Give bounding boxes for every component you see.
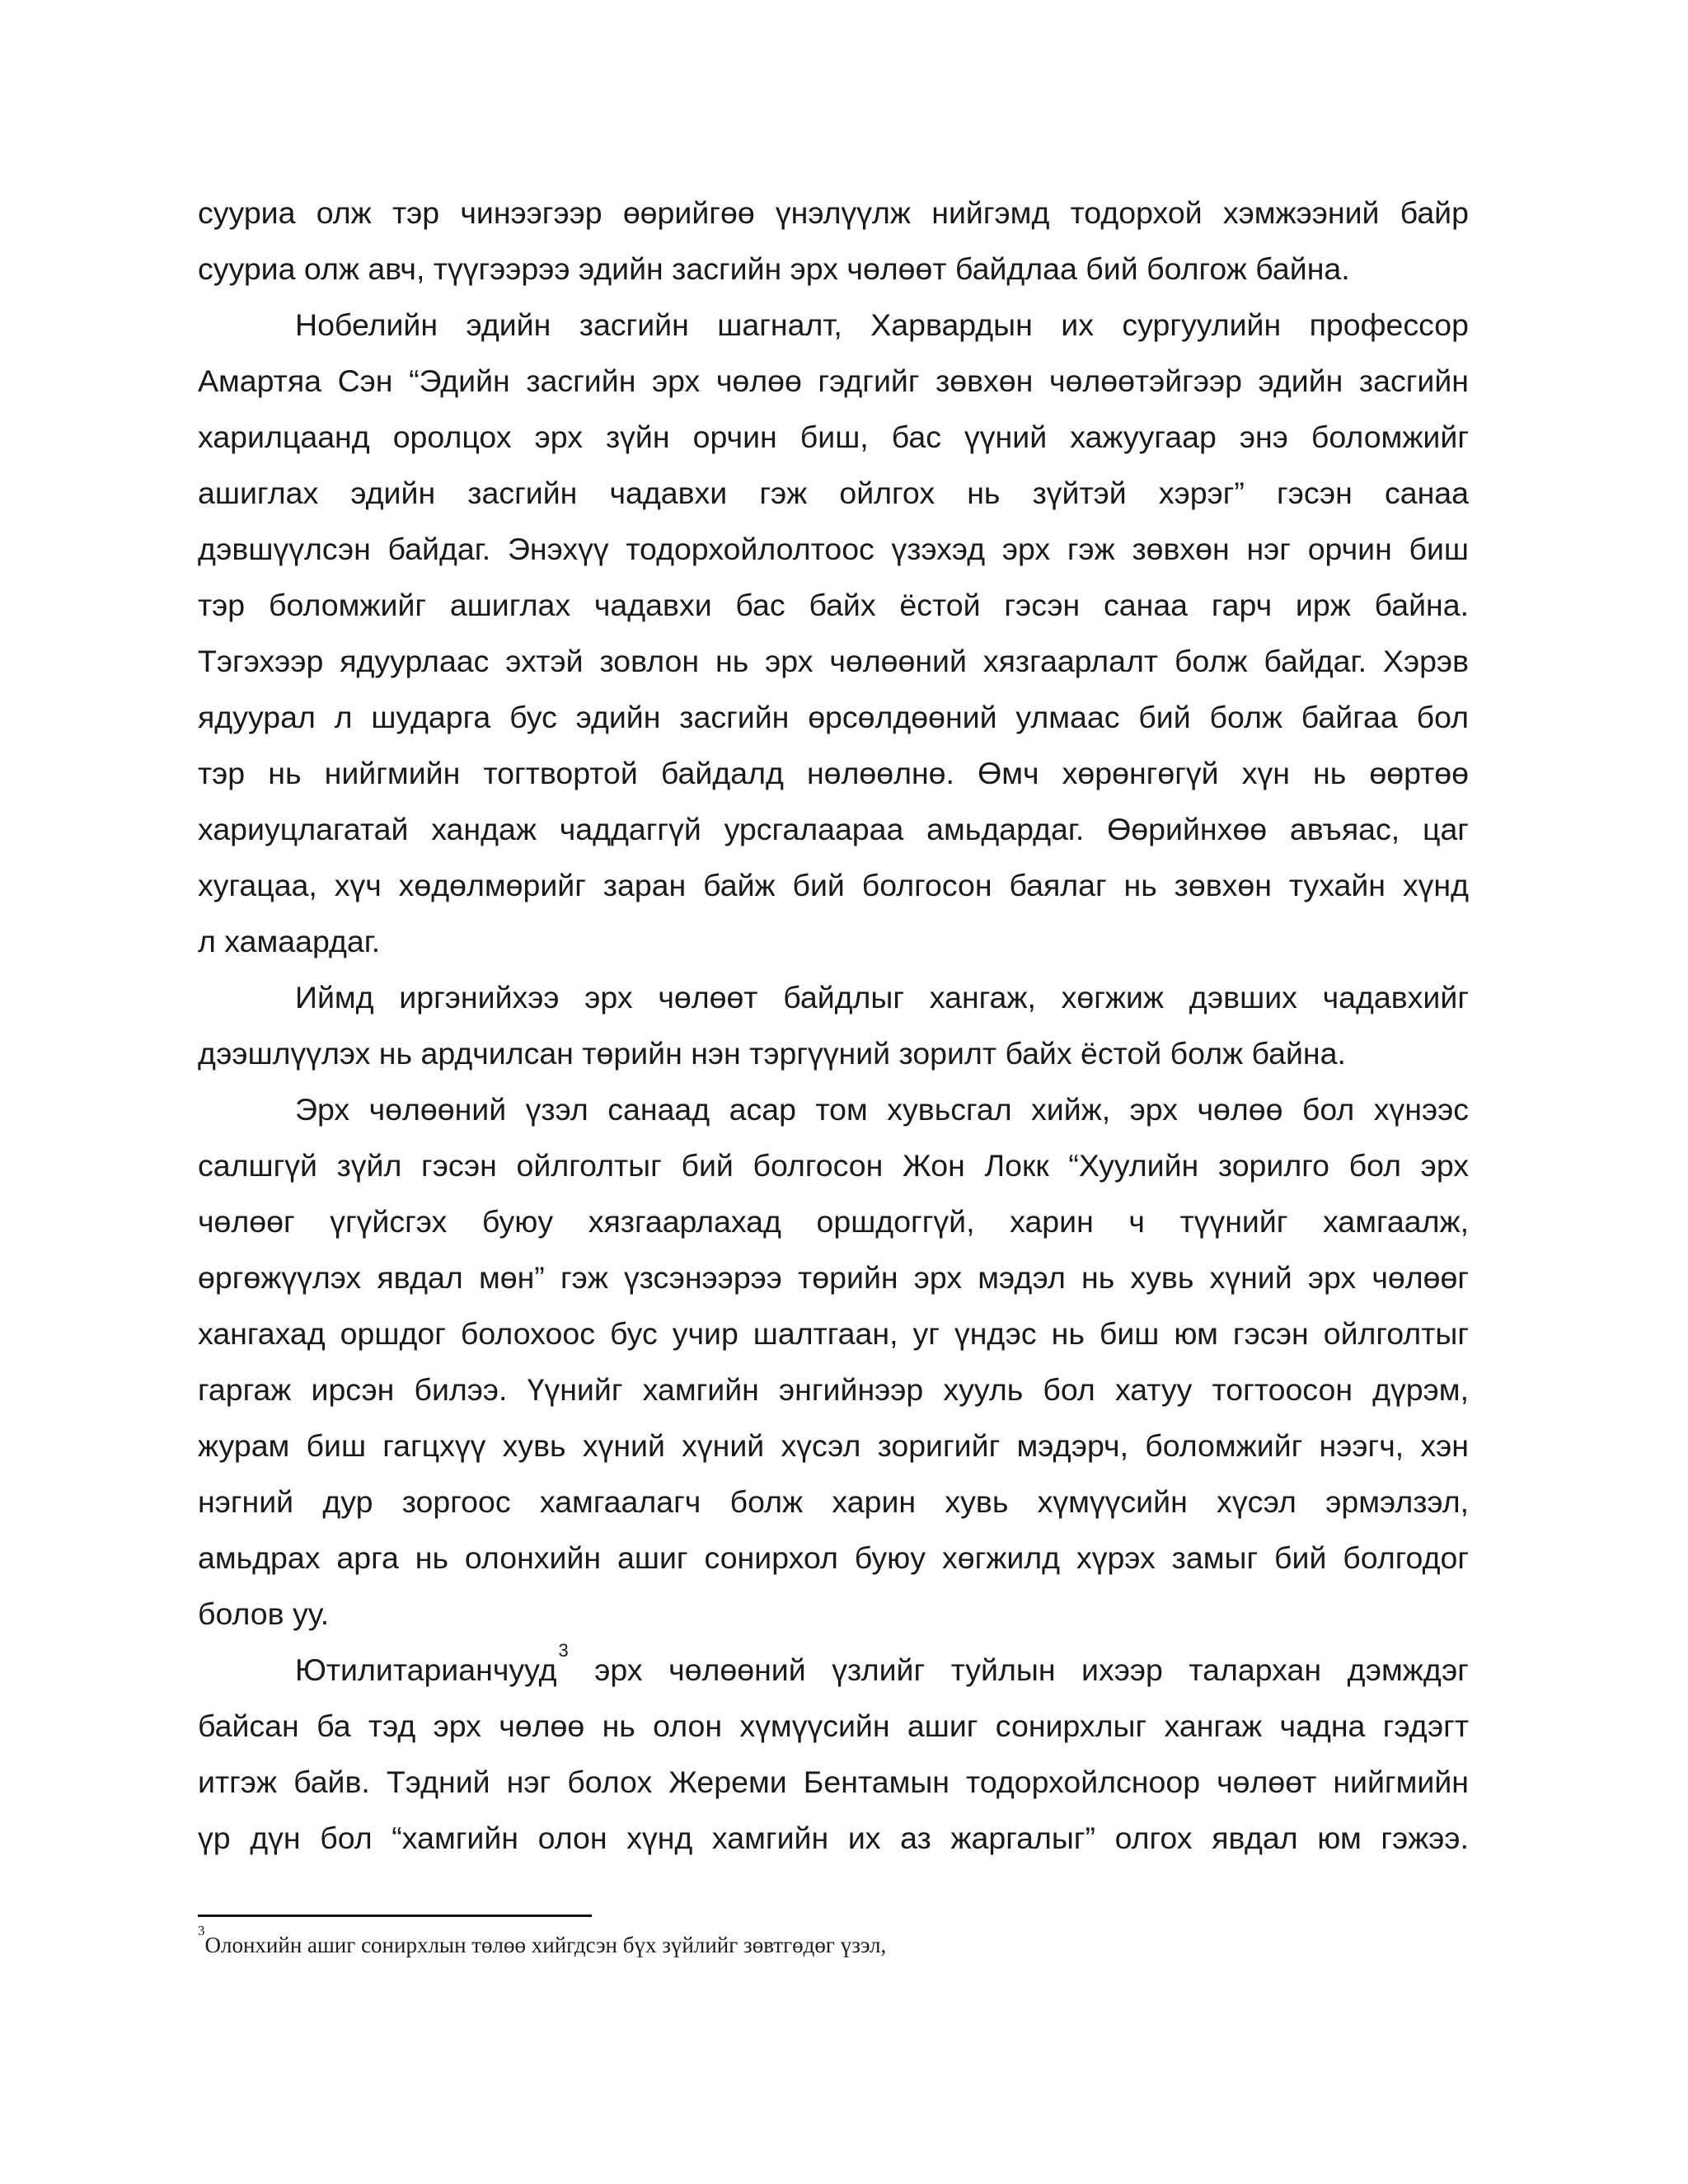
- footnote-separator: [198, 1915, 592, 1917]
- text-line: Амартяа Сэн “Эдийн засгийн эрх чөлөө гэдгийг зөвхөн чөлөөтэйгээр эдийн засгийн: [198, 363, 1469, 398]
- text-line: нэгний дур зоргоос хамгаалагч болж харин хувь хүмүүсийн хүсэл эрмэлзэл,: [198, 1484, 1469, 1519]
- text-line: болов уу.: [198, 1596, 330, 1631]
- text-line: чөлөөг үгүйсгэх буюу хязгаарлахад оршдоггүй, харин ч түүнийг хамгаалж,: [198, 1204, 1469, 1239]
- text-line: өргөжүүлэх явдал мөн” гэж үзсэнээрээ төрийн эрх мэдэл нь хувь хүний эрх чөлөөг: [198, 1260, 1469, 1295]
- text-line: салшгүй зүйл гэсэн ойлголтыг бий болгосон Жон Локк “Хуулийн зорилго бол эрх: [198, 1148, 1469, 1183]
- footnote-reference[interactable]: 3: [558, 1642, 569, 1661]
- text-line: дэвшүүлсэн байдаг. Энэхүү тодорхойлолтоос үзэхэд эрх гэж зөвхөн нэг орчин биш: [198, 532, 1469, 566]
- paragraph-first-line: [198, 1642, 1469, 1698]
- text-line: амьдрах арга нь олонхийн ашиг сонирхол буюу хөгжилд хүрэх замыг бий болгодог: [198, 1540, 1469, 1575]
- text-line: ядуурал л шударга бус эдийн засгийн өрсөлдөөний улмаас бий болж байгаа бол: [198, 700, 1469, 734]
- paragraph-first-line: Нобелийн эдийн засгийн шагналт, Харвардын их сургуулийн профессор: [295, 307, 1469, 342]
- text-line: тэр боломжийг ашиглах чадавхи бас байх ёстой гэсэн санаа гарч ирж байна.: [198, 588, 1469, 622]
- text-line: журам биш гагцхүү хувь хүний хүний хүсэл зоригийг мэдэрч, боломжийг нээгч, хэн: [198, 1428, 1469, 1463]
- text-line: үр дүн бол “хамгийн олон хүнд хамгийн их аз жаргалыг” олгох явдал юм гэжээ.: [198, 1821, 1469, 1855]
- text-line: Тэгэхээр ядуурлаас эхтэй зовлон нь эрх чөлөөний хязгаарлалт болж байдаг. Хэрэв: [198, 644, 1469, 678]
- text-line: хангахад оршдог болохоос бус учир шалтгаан, уг үндэс нь биш юм гэсэн ойлголтыг: [198, 1316, 1469, 1351]
- text-line: дээшлүүлэх нь ардчилсан төрийн нэн тэргүүний зорилт байх ёстой болж байна.: [198, 1036, 1346, 1071]
- text-line: хугацаа, хүч хөдөлмөрийг заран байж бий болгосон баялаг нь зөвхөн тухайн хүнд: [198, 868, 1469, 902]
- text-line: сууриа олж тэр чинээгээр өөрийгөө үнэлүүлж нийгэмд тодорхой хэмжээний байр: [198, 195, 1469, 230]
- footnote-text: Олонхийн ашиг сонирхлын төлөө хийгдсэн бүх зүйлийг зөвтгөдөг үзэл,: [204, 1933, 887, 1957]
- footnote: [198, 1923, 1469, 1961]
- text-line: итгэж байв. Тэдний нэг болох Жереми Бентамын тодорхойлсноор чөлөөт нийгмийн: [198, 1765, 1469, 1799]
- text-segment: Ютилитарианчууд: [295, 1652, 557, 1687]
- text-line: ашиглах эдийн засгийн чадавхи гэж ойлгох нь зүйтэй хэрэг” гэсэн санаа: [198, 476, 1469, 510]
- text-line: байсан ба тэд эрх чөлөө нь олон хүмүүсийн ашиг сонирхлыг хангаж чадна гэдэгт: [198, 1708, 1469, 1743]
- footnote-mark: 3: [198, 1923, 205, 1938]
- text-line: хариуцлагатай хандаж чаддаггүй урсгалаараа амьдардаг. Өөрийнхөө авъяас, цаг: [198, 812, 1469, 846]
- paragraph-first-line: Эрх чөлөөний үзэл санаад асар том хувьсгал хийж, эрх чөлөө бол хүнээс: [295, 1092, 1469, 1127]
- text-segment: эрх чөлөөний үзлийг туйлын ихээр талархан дэмждэг: [568, 1652, 1469, 1687]
- body-text: [198, 185, 1469, 1866]
- text-line: сууриа олж авч, түүгээрээ эдийн засгийн эрх чөлөөт байдлаа бий болгож байна.: [198, 251, 1350, 286]
- paragraph-first-line: Иймд иргэнийхээ эрх чөлөөт байдлыг хангаж, хөгжиж дэвших чадавхийг: [295, 980, 1469, 1015]
- text-line: харилцаанд оролцох эрх зүйн орчин биш, бас үүний хажуугаар энэ боломжийг: [198, 419, 1469, 454]
- text-line: л хамаардаг.: [198, 924, 381, 958]
- text-line: гаргаж ирсэн билээ. Үүнийг хамгийн энгийнээр хууль бол хатуу тогтоосон дүрэм,: [198, 1372, 1469, 1407]
- text-line: тэр нь нийгмийн тогтвортой байдалд нөлөөлнө. Өмч хөрөнгөгүй хүн нь өөртөө: [198, 756, 1469, 790]
